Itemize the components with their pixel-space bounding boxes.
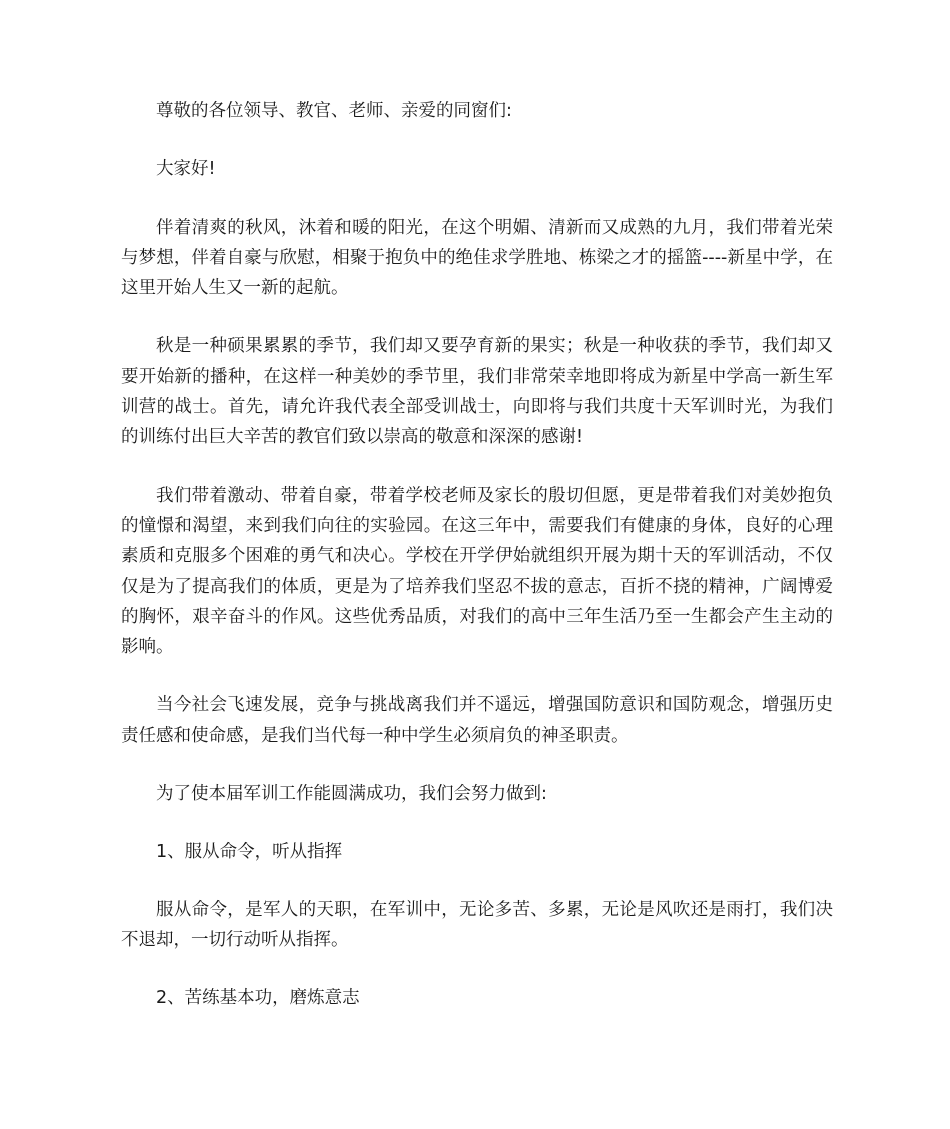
greeting: 大家好! xyxy=(156,159,216,180)
point-1-text: 服从命令，是军人的天职，在军训中，无论多苦、多累，无论是风吹还是雨打，我们决不退却，一切行动听从指挥。 xyxy=(121,899,833,950)
paragraph-expectations: 我们带着激动、带着自豪，带着学校老师及家长的殷切但愿，更是带着我们对美妙抱负的憧憬和渴望，来到我们向往的实验园。在这三年中，需要我们有健康的身体，良好的心理素质和克服多个困难的勇气和决心。学校在开学伊始就组织开展为期十天的军训活动，不仅仅是为了提高我们的体质，更是为了培养我们坚忍不拔的意志，百折不挠的精神，广阔博爱的胸怀，艰辛奋斗的作风。这些优秀品质，对我们的高中三年生活乃至一生都会产生主动的影响。 xyxy=(121,485,833,658)
point-1-heading: 1、服从命令，听从指挥 xyxy=(156,842,343,863)
paragraph-autumn: 秋是一种硕果累累的季节，我们却又要孕育新的果实；秋是一种收获的季节，我们却又要开始新的播种，在这样一种美妙的季节里，我们非常荣幸地即将成为新星中学高一新生军训营的战士。首先，请允许我代表全部受训战士，向即将与我们共度十天军训时光，为我们的训练付出巨大辛苦的教官们致以崇高的敬意和深深的感谢! xyxy=(121,336,833,448)
point-2-heading: 2、苦练基本功，磨炼意志 xyxy=(156,988,360,1009)
salutation: 尊敬的各位领导、教官、老师、亲爱的同窗们: xyxy=(156,101,512,121)
speech-body xyxy=(121,96,833,1041)
paragraph-opening: 伴着清爽的秋风，沐着和暖的阳光，在这个明媚、清新而又成熟的九月，我们带着光荣与梦想，伴着自豪与欣慰，相聚于抱负中的绝佳求学胜地、栋梁之才的摇篮----新星中学，在这里开始人生又一新的起航。 xyxy=(121,217,833,299)
paragraph-commitment-intro: 为了使本届军训工作能圆满成功，我们会努力做到: xyxy=(156,784,547,805)
paragraph-society: 当今社会飞速发展，竞争与挑战离我们并不遥远，增强国防意识和国防观念，增强历史责任感和使命感，是我们当代每一种中学生必须肩负的神圣职责。 xyxy=(121,695,833,746)
